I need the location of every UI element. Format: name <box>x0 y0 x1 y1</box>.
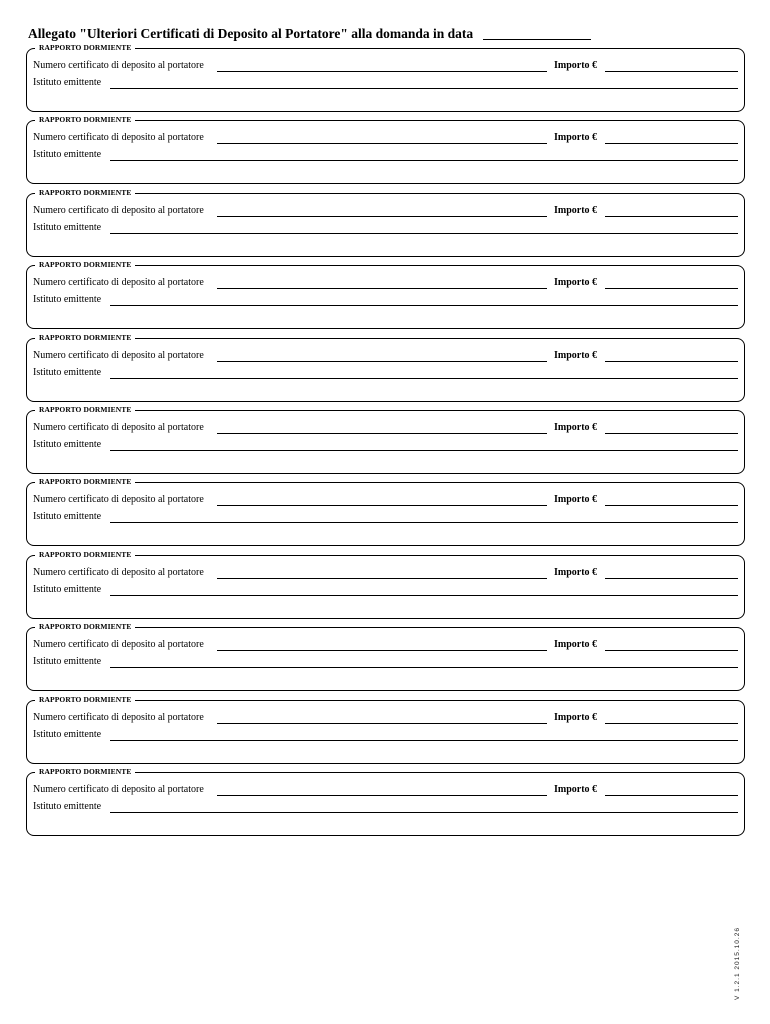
amount-field[interactable] <box>605 578 738 579</box>
certificate-row <box>33 348 738 364</box>
amount-field[interactable] <box>605 216 738 217</box>
amount-label: Importo € <box>554 639 598 650</box>
certificate-number-label: Numero certificato di deposito al portatore <box>33 205 204 216</box>
section-label: RAPPORTO DORMIENTE <box>35 694 135 706</box>
issuer-field[interactable] <box>110 667 738 668</box>
amount-label: Importo € <box>554 277 598 288</box>
version-label: V 1.2.1 2015.10.26 <box>734 927 741 1000</box>
certificate-row <box>33 130 738 146</box>
certificate-number-field[interactable] <box>217 723 547 724</box>
issuer-field[interactable] <box>110 160 738 161</box>
issuer-field[interactable] <box>110 595 738 596</box>
certificate-row <box>33 565 738 581</box>
certificate-number-label: Numero certificato di deposito al portatore <box>33 277 204 288</box>
amount-label: Importo € <box>554 60 598 71</box>
certificate-number-label: Numero certificato di deposito al portatore <box>33 784 204 795</box>
issuer-row <box>33 147 738 163</box>
issuer-field[interactable] <box>110 740 738 741</box>
section-label: RAPPORTO DORMIENTE <box>35 621 135 633</box>
certificate-row <box>33 637 738 653</box>
amount-label: Importo € <box>554 205 598 216</box>
certificate-row <box>33 203 738 219</box>
issuer-row <box>33 75 738 91</box>
issuer-label: Istituto emittente <box>33 656 102 667</box>
certificate-number-field[interactable] <box>217 578 547 579</box>
rapporto-section <box>26 695 745 764</box>
issuer-field[interactable] <box>110 812 738 813</box>
section-label: RAPPORTO DORMIENTE <box>35 259 135 271</box>
amount-field[interactable] <box>605 361 738 362</box>
section-label: RAPPORTO DORMIENTE <box>35 476 135 488</box>
amount-field[interactable] <box>605 143 738 144</box>
rapporto-section <box>26 115 745 184</box>
issuer-row <box>33 582 738 598</box>
certificate-number-label: Numero certificato di deposito al portatore <box>33 567 204 578</box>
issuer-label: Istituto emittente <box>33 77 102 88</box>
certificate-number-label: Numero certificato di deposito al portatore <box>33 132 204 143</box>
issuer-label: Istituto emittente <box>33 801 102 812</box>
issuer-label: Istituto emittente <box>33 729 102 740</box>
rapporto-section <box>26 767 745 836</box>
rapporto-section <box>26 260 745 329</box>
amount-label: Importo € <box>554 422 598 433</box>
certificate-number-label: Numero certificato di deposito al portatore <box>33 494 204 505</box>
issuer-field[interactable] <box>110 88 738 89</box>
issuer-label: Istituto emittente <box>33 149 102 160</box>
rapporto-section <box>26 550 745 619</box>
certificate-number-label: Numero certificato di deposito al portatore <box>33 350 204 361</box>
certificate-number-field[interactable] <box>217 216 547 217</box>
rapporto-section <box>26 333 745 402</box>
issuer-row <box>33 220 738 236</box>
amount-field[interactable] <box>605 723 738 724</box>
issuer-label: Istituto emittente <box>33 367 102 378</box>
certificate-number-field[interactable] <box>217 505 547 506</box>
certificate-number-label: Numero certificato di deposito al portatore <box>33 422 204 433</box>
certificate-number-field[interactable] <box>217 433 547 434</box>
amount-field[interactable] <box>605 433 738 434</box>
section-label: RAPPORTO DORMIENTE <box>35 187 135 199</box>
date-field[interactable] <box>483 25 591 40</box>
certificate-row <box>33 58 738 74</box>
section-label: RAPPORTO DORMIENTE <box>35 42 135 54</box>
rapporto-section <box>26 43 745 112</box>
issuer-row <box>33 365 738 381</box>
certificate-number-field[interactable] <box>217 143 547 144</box>
certificate-row <box>33 420 738 436</box>
certificate-number-field[interactable] <box>217 795 547 796</box>
issuer-field[interactable] <box>110 450 738 451</box>
amount-label: Importo € <box>554 784 598 795</box>
certificate-number-label: Numero certificato di deposito al portatore <box>33 639 204 650</box>
amount-label: Importo € <box>554 494 598 505</box>
rapporto-section <box>26 477 745 546</box>
issuer-row <box>33 799 738 815</box>
issuer-row <box>33 437 738 453</box>
issuer-label: Istituto emittente <box>33 439 102 450</box>
amount-field[interactable] <box>605 71 738 72</box>
certificate-number-field[interactable] <box>217 71 547 72</box>
page-title-text: Allegato "Ulteriori Certificati di Deposito al Portatore" alla domanda in data <box>28 26 474 41</box>
certificate-number-label: Numero certificato di deposito al portatore <box>33 712 204 723</box>
issuer-row <box>33 292 738 308</box>
issuer-row <box>33 727 738 743</box>
issuer-label: Istituto emittente <box>33 294 102 305</box>
issuer-field[interactable] <box>110 233 738 234</box>
amount-label: Importo € <box>554 132 598 143</box>
certificate-row <box>33 782 738 798</box>
issuer-row <box>33 509 738 525</box>
section-label: RAPPORTO DORMIENTE <box>35 549 135 561</box>
amount-field[interactable] <box>605 795 738 796</box>
certificate-row <box>33 710 738 726</box>
issuer-field[interactable] <box>110 305 738 306</box>
section-label: RAPPORTO DORMIENTE <box>35 766 135 778</box>
rapporto-section <box>26 188 745 257</box>
amount-field[interactable] <box>605 288 738 289</box>
issuer-label: Istituto emittente <box>33 511 102 522</box>
rapporto-section <box>26 622 745 691</box>
amount-label: Importo € <box>554 567 598 578</box>
issuer-row <box>33 654 738 670</box>
amount-label: Importo € <box>554 350 598 361</box>
amount-label: Importo € <box>554 712 598 723</box>
issuer-label: Istituto emittente <box>33 222 102 233</box>
section-label: RAPPORTO DORMIENTE <box>35 404 135 416</box>
issuer-field[interactable] <box>110 378 738 379</box>
section-label: RAPPORTO DORMIENTE <box>35 114 135 126</box>
issuer-field[interactable] <box>110 522 738 523</box>
certificate-row <box>33 492 738 508</box>
amount-field[interactable] <box>605 650 738 651</box>
rapporto-section <box>26 405 745 474</box>
certificate-number-field[interactable] <box>217 650 547 651</box>
certificate-number-label: Numero certificato di deposito al portatore <box>33 60 204 71</box>
certificate-row <box>33 275 738 291</box>
section-label: RAPPORTO DORMIENTE <box>35 332 135 344</box>
amount-field[interactable] <box>605 505 738 506</box>
certificate-number-field[interactable] <box>217 288 547 289</box>
issuer-label: Istituto emittente <box>33 584 102 595</box>
certificate-number-field[interactable] <box>217 361 547 362</box>
